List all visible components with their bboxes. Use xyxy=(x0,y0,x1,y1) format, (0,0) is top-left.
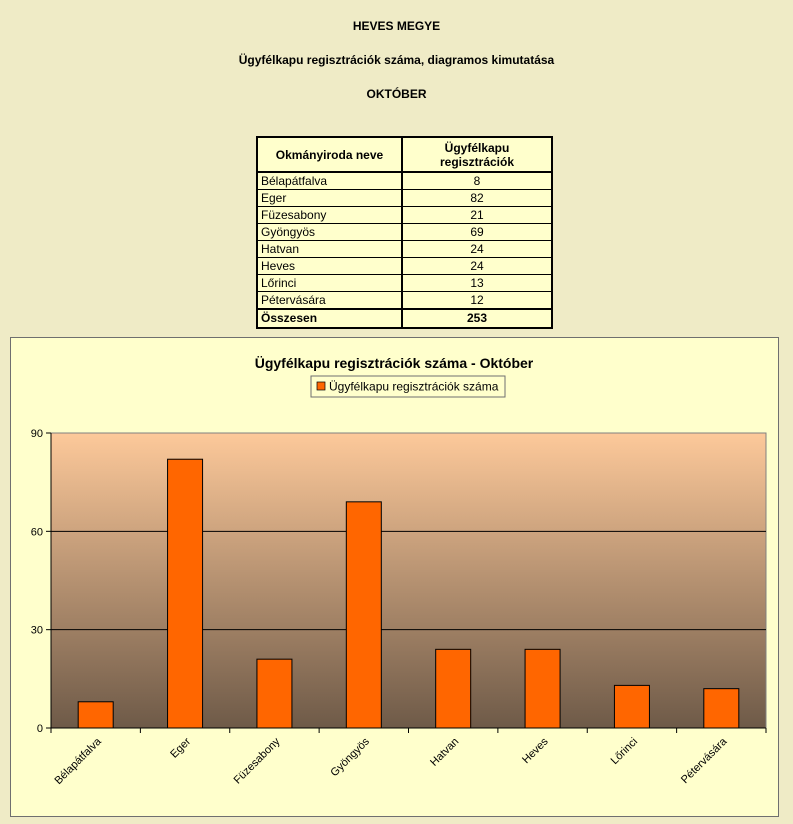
y-tick-label: 90 xyxy=(30,428,43,440)
column-header-line1: Ügyfélkapu xyxy=(444,140,510,155)
office-name-cell: Pétervására xyxy=(257,292,402,310)
legend-label: Ügyfélkapu regisztrációk száma xyxy=(329,379,499,394)
table-row xyxy=(257,258,552,275)
bar xyxy=(704,689,739,728)
registration-count-cell: 12 xyxy=(402,292,552,310)
registration-table xyxy=(256,136,553,329)
bar xyxy=(346,502,381,728)
x-tick-label: Lőrinci xyxy=(608,735,641,768)
chart-area xyxy=(10,337,779,817)
x-tick-label: Pétervására xyxy=(679,735,730,787)
bar xyxy=(168,459,203,728)
registration-count-cell: 24 xyxy=(402,241,552,258)
x-tick-label: Füzesabony xyxy=(231,735,283,787)
y-tick-label: 30 xyxy=(30,624,43,637)
report-county-title: HEVES MEGYE xyxy=(352,19,441,33)
registration-count-cell: 24 xyxy=(402,258,552,275)
report-month: OKTÓBER xyxy=(366,87,427,101)
registration-count-cell: 8 xyxy=(402,172,552,190)
table-row xyxy=(257,292,552,310)
total-label-cell: Összesen xyxy=(257,309,402,328)
y-tick-label: 0 xyxy=(36,723,43,735)
registration-count-cell: 69 xyxy=(402,224,552,241)
bar xyxy=(614,685,649,728)
table-row xyxy=(257,172,552,190)
table-row xyxy=(257,241,552,258)
table-row xyxy=(257,207,552,224)
table-row xyxy=(257,190,552,207)
x-tick-label: Eger xyxy=(168,735,194,761)
y-tick-label: 60 xyxy=(30,526,43,539)
x-tick-label: Hatvan xyxy=(428,735,462,769)
column-header-registrations xyxy=(402,137,552,172)
registration-count-cell: 21 xyxy=(402,207,552,224)
plot-area xyxy=(51,433,766,728)
office-name-cell: Füzesabony xyxy=(257,207,402,224)
legend-swatch xyxy=(317,382,325,390)
bar xyxy=(257,659,292,728)
column-header-office: Okmányiroda neve xyxy=(257,137,402,172)
registration-count-cell: 82 xyxy=(402,190,552,207)
bar xyxy=(78,702,113,728)
bar xyxy=(525,649,560,728)
office-name-cell: Gyöngyös xyxy=(257,224,402,241)
table-row xyxy=(257,275,552,292)
office-name-cell: Heves xyxy=(257,258,402,275)
x-tick-label: Gyöngyös xyxy=(328,735,372,780)
bar xyxy=(436,649,471,728)
table-row xyxy=(257,224,552,241)
x-tick-label: Bélapátfalva xyxy=(52,735,104,787)
table-total-row xyxy=(257,309,552,328)
x-tick-label: Heves xyxy=(520,735,551,767)
registration-count-cell: 13 xyxy=(402,275,552,292)
report-subtitle: Ügyfélkapu regisztrációk száma, diagramos kimutatása xyxy=(238,53,555,67)
total-value-cell: 253 xyxy=(402,309,552,328)
chart-title: Ügyfélkapu regisztrációk száma - Október xyxy=(254,355,534,371)
office-name-cell: Lőrinci xyxy=(257,275,402,292)
bar-chart xyxy=(11,338,778,816)
column-header-line2: regisztrációk xyxy=(439,154,515,169)
office-name-cell: Eger xyxy=(257,190,402,207)
office-name-cell: Bélapátfalva xyxy=(257,172,402,190)
office-name-cell: Hatvan xyxy=(257,241,402,258)
